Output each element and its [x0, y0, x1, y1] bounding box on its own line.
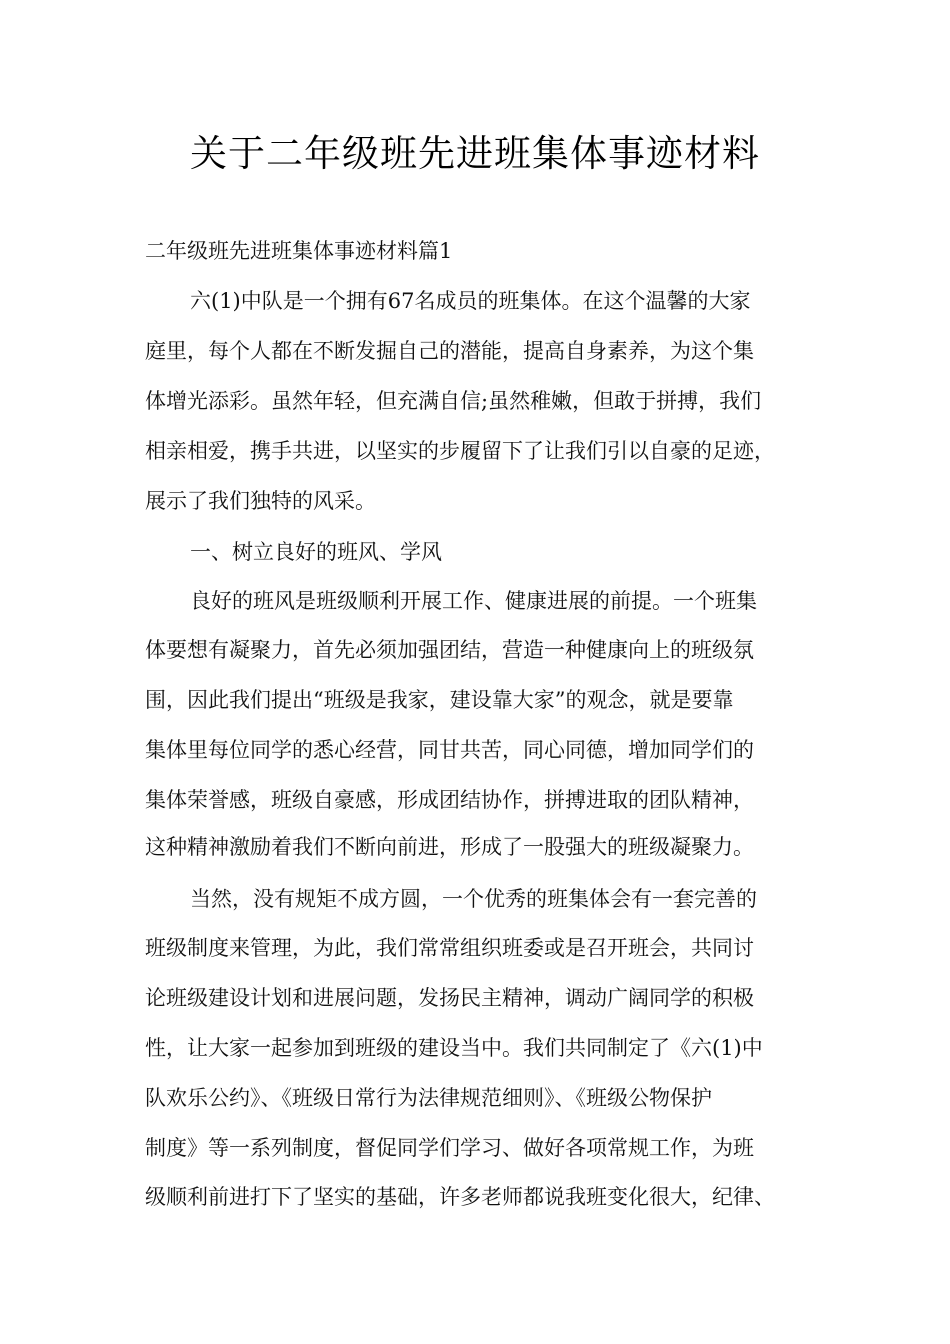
paragraph-line: 良好的班风是班级顺利开展工作、健康进展的前提。一个班集	[190, 589, 757, 613]
section-heading: 一、树立良好的班风、学风	[190, 540, 442, 564]
paragraph-line: 这种精神激励着我们不断向前进，形成了一股强大的班级凝聚力。	[145, 835, 754, 859]
paragraph-line: 六(1)中队是一个拥有67名成员的班集体。在这个温馨的大家	[190, 289, 751, 313]
paragraph-line: 班级制度来管理，为此，我们常常组织班委或是召开班会，共同讨	[145, 936, 754, 960]
paragraph-line: 体增光添彩。虽然年轻，但充满自信;虽然稚嫩，但敢于拼搏，我们	[145, 389, 762, 413]
paragraph-line: 围，因此我们提出“班级是我家，建设靠大家”的观念，就是要靠	[145, 688, 734, 712]
document-title: 关于二年级班先进班集体事迹材料	[190, 132, 760, 175]
paragraph-line: 体要想有凝聚力，首先必须加强团结，营造一种健康向上的班级氛	[145, 638, 754, 662]
paragraph-line: 集体荣誉感，班级自豪感，形成团结协作，拼搏进取的团队精神，	[145, 788, 754, 812]
paragraph-line: 相亲相爱，携手共进，以坚实的步履留下了让我们引以自豪的足迹，	[145, 439, 775, 463]
section-subtitle: 二年级班先进班集体事迹材料篇1	[145, 239, 453, 263]
paragraph-line: 论班级建设计划和进展问题，发扬民主精神，调动广阔同学的积极	[145, 986, 754, 1010]
paragraph-line: 性，让大家一起参加到班级的建设当中。我们共同制定了《六(1)中	[145, 1036, 763, 1060]
paragraph-line: 展示了我们独特的风采。	[145, 489, 376, 513]
paragraph-line: 队欢乐公约》、《班级日常行为法律规范细则》、《班级公物保护	[145, 1086, 712, 1110]
paragraph-line: 制度》等一系列制度，督促同学们学习、做好各项常规工作，为班	[145, 1136, 754, 1160]
paragraph-line: 当然，没有规矩不成方圆，一个优秀的班集体会有一套完善的	[190, 887, 757, 911]
paragraph-line: 级顺利前进打下了坚实的基础，许多老师都说我班变化很大，纪律、	[145, 1185, 775, 1209]
paragraph-line: 集体里每位同学的悉心经营，同甘共苦，同心同德，增加同学们的	[145, 738, 754, 762]
paragraph-line: 庭里，每个人都在不断发掘自己的潜能，提高自身素养，为这个集	[145, 339, 754, 363]
